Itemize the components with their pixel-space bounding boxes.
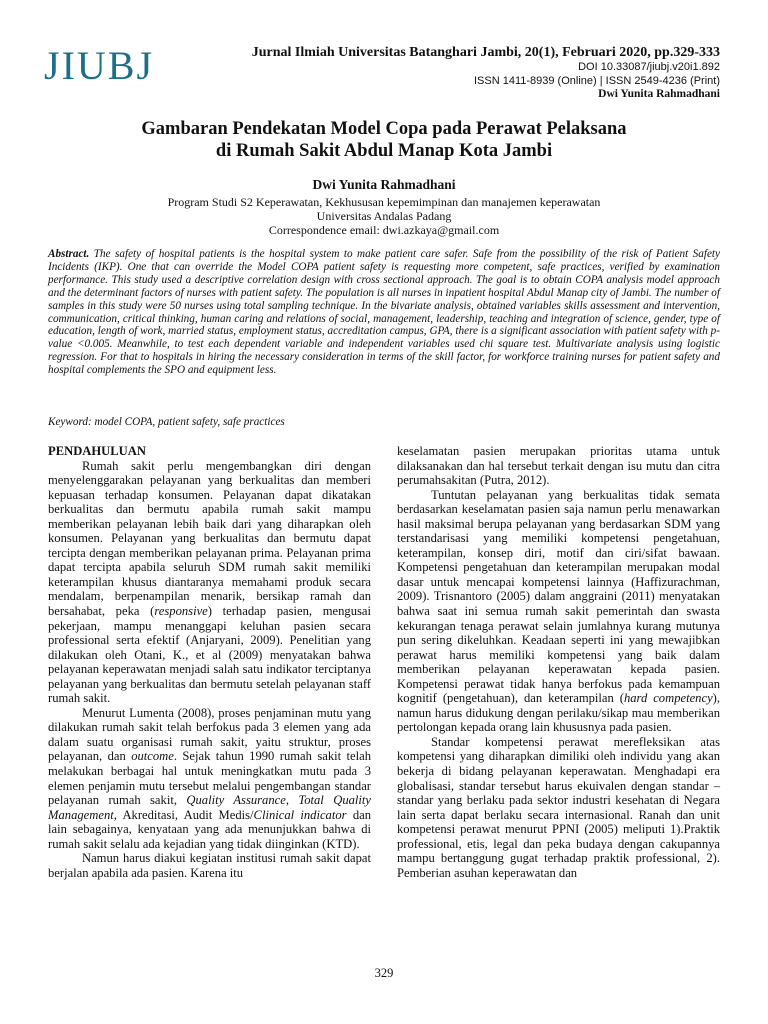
abstract-label: Abstract.	[48, 248, 90, 260]
affiliation-program: Program Studi S2 Keperawatan, Kekhususan kepemimpinan dan manajemen keperawatan	[167, 195, 601, 209]
title-line-2: di Rumah Sakit Abdul Manap Kota Jambi	[215, 141, 553, 161]
journal-logo: JIUBJ	[44, 43, 155, 88]
paragraph-1: Rumah sakit perlu mengembangkan diri dengan menyelenggarakan pelayanan yang berkualitas dan memberi kepuasan terhadap konsumen. Pelayanan dapat dikatakan berkualitas dan bermutu apabila rumah sakit mampu memberikan pelayanan lebih baik dari yang diharapkan oleh konsumen. Pelayanan yang berkualitas dan bermutu dapat tercipta dengan memberikan pelayanan prima. Pelayanan prima dapat tercipta apabila seluruh SDM rumah sakit memiliki keterampilan khusus diantaranya memahami produk secara mendalam, berpenampilan menarik, bersikap ramah dan bersahabat, peka (responsive) terhadap pasien, mengusai pekerjaan, mampu menanggapi keluhan pasien secara professional serta efektif (Anjaryani, 2009). Penelitian yang dilakukan oleh Otani, K., et al (2009) menyatakan bahwa pelayanan keperawatan menjadi salah satu indikator terciptanya pelayanan yang berkualitas dan bermutu setelah pelayanan staff rumah sakit.	[48, 458, 371, 706]
abstract-text: The safety of hospital patients is the hospital system to make patient care safer. Safe from the possibility of the risk of Patient Safety Incidents (IKP). One that can override the Model COPA patient safety is requesting more competent, safe practices, verified by examination performance. This study used a descriptive correlation design with cross sectional approach. The goal is to obtain COPA analysis model approach and the determinant factors of nurses with patient safety. The population is all nurses in inpatient hospital Abdul Manap city of Jambi. The number of samples in this study were 50 nurses using total sampling technique. In the bivariate analysis, obtained variables skills assessment and intervention, communication, critical thinking, human caring and relations of social, management, leadership, teaching and integration of science, gender, type of education, length of work, married status, employment status, accreditation campus, GPA, there is a significant association with patient safety with p-value <0.005. Meanwhile, to test each dependent variable and independent variables used chi square test. Multivariate analysis using logistic regression. For that to hospitals in hiring the necessary consideration in terms of the skill factor, for workforce training nurses for patient safety and hospital complements the SPO and equipment less.	[48, 248, 721, 377]
page-number: 329	[374, 966, 394, 980]
section-heading: PENDAHULUAN	[48, 444, 146, 458]
issn-info: ISSN 1411-8939 (Online) | ISSN 2549-4236 (Print)	[473, 74, 720, 87]
paragraph-3: Namun harus diakui kegiatan institusi rumah sakit dapat berjalan apabila ada pasien. Karena itu	[48, 851, 371, 880]
keywords: Keyword: model COPA, patient safety, safe practices	[48, 416, 285, 428]
doi-link[interactable]: DOI 10.33087/jiubj.v20i1.892	[578, 61, 720, 73]
running-author: Dwi Yunita Rahmadhani	[598, 88, 720, 100]
article-title	[40, 118, 728, 162]
left-column	[48, 444, 371, 880]
journal-header	[252, 44, 720, 102]
journal-name: Jurnal Ilmiah Universitas Batanghari Jambi, 20(1), Februari 2020, pp.329-333	[251, 45, 720, 60]
affiliation-university: Universitas Andalas Padang	[316, 209, 452, 223]
paragraph-4: Tuntutan pelayanan yang berkualitas tidak semata berdasarkan keselamatan pasien saja namun perlu menawarkan hasil maksimal berupa pelayanan yang berdasarkan SDM yang terstandarisasi yang memiliki kompetensi pengetahuan, keterampilan, konsep diri, motif dan ciri/sifat bawaan. Kompetensi pengetahuan dan keterampilan merupakan modal dasar untuk mencapai kompetensi lainnya (Haffizurachman, 2009). Trisnantoro (2005) dalam anggraini (2011) menyatakan bahwa saat ini semua rumah sakit pemerintah dan swasta kekurangan tenaga perawat selain jumlahnya kurang mutunya pun sering dikeluhkan. Keadaan seperti ini yang mewajibkan perawat harus memiliki kompetensi yang baik dalam memberikan pelayanan keperawatan kepada pasien. Kompetensi perawat tidak hanya berfokus pada kemampuan kognitif (pengetahuan), dan keterampilan (hard competency), namun harus didukung dengan perilaku/sikap mau memberikan pertolongan kepada orang lain khususnya pada pasien.	[397, 487, 720, 735]
author-block	[40, 178, 728, 237]
paragraph-5: Standar kompetensi perawat merefleksikan atas kompetensi yang diharapkan dimiliki oleh individu yang akan bekerja di bidang pelayanan keperawatan. Menghadapi era globalisasi, standar tersebut harus ekuivalen dengan standar – standar yang berlaku pada sektor industri kesehatan di Negara lain serta dapat berlaku secara internasional. Ranah dan unit kompetensi perawat menurut PPNI (2005) meliputi 1).Praktik professional, etis, legal dan peka budaya dengan cakupannya mampu bertanggung gugat terhadap praktik professional, 2). Pemberian asuhan keperawatan dan	[397, 734, 720, 880]
correspondence-email[interactable]: Correspondence email: dwi.azkaya@gmail.com	[268, 223, 500, 237]
paragraph-2: Menurut Lumenta (2008), proses penjaminan mutu yang dilakukan rumah sakit telah berfokus pada 3 elemen yang ada dalam suatu organisasi rumah sakit, yaitu struktur, proses pelayanan, dan outcome. Sejak tahun 1990 rumah sakit telah melakukan berbagai hal untuk meningkatkan mutu pada 3 elemen penjamin mutu tersebut melalui pengembangan standar pelayanan rumah sakit, Quality Assurance, Total Quality Management, Akreditasi, Audit Medis/Clinical indicator dan lain sebagainya, kenyataan yang ada menunjukkan bahwa di rumah sakit selalu ada kejadian yang tidak diinginkan (KTD).	[48, 705, 371, 851]
paragraph-3-continued: keselamatan pasien merupakan prioritas utama untuk dilaksanakan dan hal tersebut terkait dengan isu mutu dan citra perumahsakitan (Putra, 2012).	[397, 444, 720, 488]
right-column	[397, 444, 720, 880]
title-line-1: Gambaran Pendekatan Model Copa pada Perawat Pelaksana	[141, 119, 627, 139]
author-name: Dwi Yunita Rahmadhani	[312, 177, 456, 192]
abstract	[48, 248, 720, 377]
